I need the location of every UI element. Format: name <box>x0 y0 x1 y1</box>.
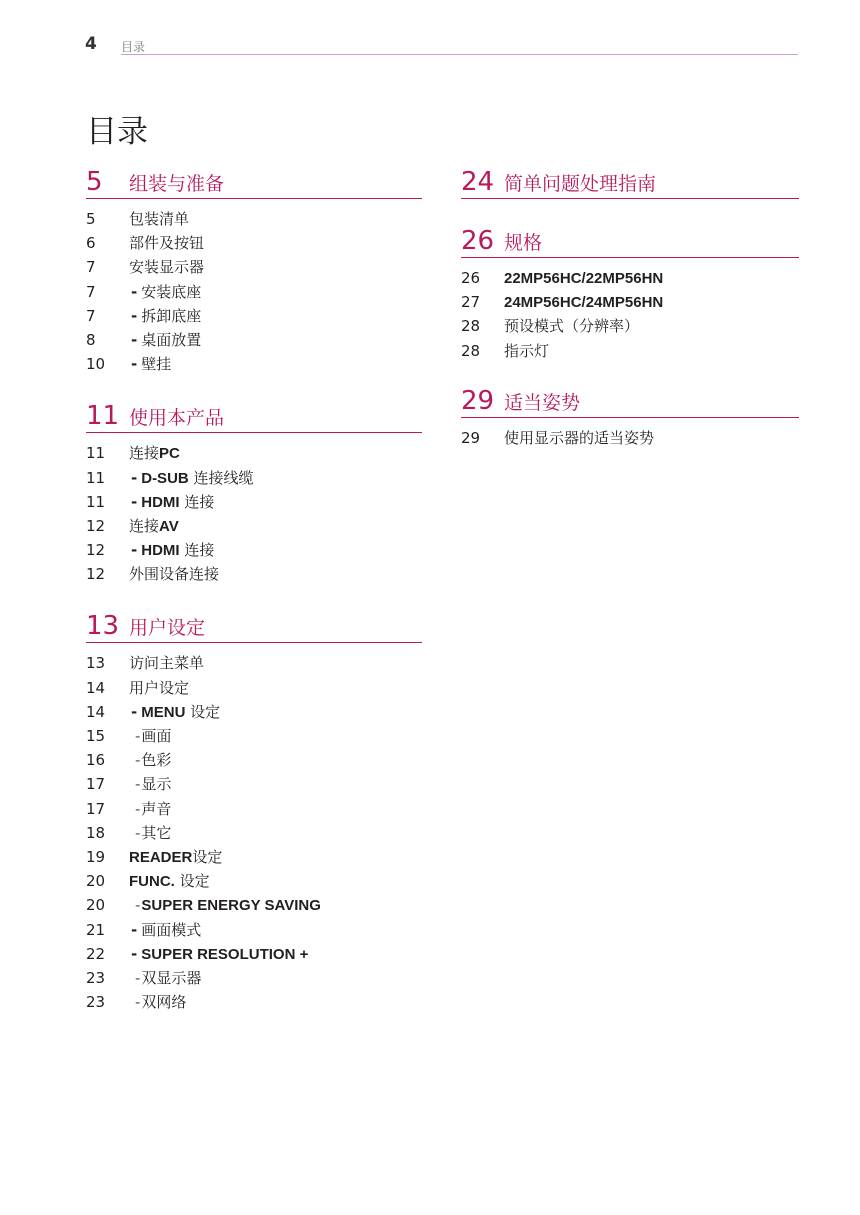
toc-entry-text <box>129 651 204 675</box>
toc-section-title: 用户设定 <box>129 617 206 640</box>
toc-section-header[interactable] <box>86 608 422 643</box>
toc-entry-text <box>129 821 171 845</box>
toc-entry[interactable] <box>86 845 422 869</box>
header-section-title: 目录 <box>121 40 146 54</box>
entry-label: 部件及按钮 <box>129 234 205 253</box>
toc-entry-list <box>86 433 422 586</box>
toc-entry-page: 20 <box>86 872 106 891</box>
toc-entry-text <box>504 290 663 315</box>
toc-entry-list <box>461 258 799 363</box>
toc-section-title: 简单问题处理指南 <box>504 173 657 195</box>
toc-entry[interactable] <box>461 339 799 363</box>
list-dash: - <box>131 282 138 301</box>
entry-label-bold: AV <box>159 517 179 535</box>
entry-label: 连接 <box>129 444 160 463</box>
toc-entry-text <box>129 538 214 563</box>
sub-list-dash: - <box>135 823 141 842</box>
toc-entry[interactable] <box>86 990 422 1014</box>
toc-section-page: 13 <box>86 611 120 642</box>
toc-entry-text <box>129 562 219 586</box>
entry-label-bold: PC <box>159 445 180 463</box>
toc-entry-page: 12 <box>86 565 106 584</box>
entry-label: 安装底座 <box>141 282 202 301</box>
entry-label: 双显示器 <box>141 968 202 987</box>
toc-entry[interactable] <box>461 426 799 450</box>
sub-list-dash: - <box>135 968 141 987</box>
toc-section-header[interactable] <box>86 164 422 199</box>
toc-section-page: 11 <box>86 401 120 432</box>
toc-entry-list <box>461 199 799 207</box>
list-dash: - <box>131 306 138 325</box>
toc-left-column <box>86 164 422 1036</box>
toc-entry-text <box>129 207 189 231</box>
toc-entry-page: 28 <box>461 317 481 336</box>
toc-entry[interactable] <box>86 821 422 845</box>
toc-entry-text <box>129 942 308 967</box>
entry-label-bold: SUPER ENERGY SAVING <box>141 897 321 915</box>
toc-section-title: 适当姿势 <box>504 391 581 414</box>
toc-entry-text <box>129 772 171 796</box>
toc-entry-page: 28 <box>461 341 481 360</box>
toc-entry[interactable] <box>86 942 422 966</box>
entry-label: 画面 <box>141 727 172 745</box>
toc-entry-page: 6 <box>86 234 96 253</box>
list-dash: - <box>131 702 138 721</box>
list-dash: - <box>131 944 138 963</box>
entry-label: 桌面放置 <box>141 330 202 349</box>
entry-label: 其它 <box>141 823 172 842</box>
toc-entry[interactable] <box>86 466 422 490</box>
entry-label: 外围设备连接 <box>129 565 220 584</box>
entry-label: 连接 <box>129 516 160 535</box>
toc-entry-page: 20 <box>86 896 106 915</box>
entry-label-bold: FUNC. <box>129 873 175 891</box>
toc-section-header[interactable] <box>461 383 799 418</box>
entry-label-suffix: 连接 <box>179 492 215 511</box>
toc-entry-text <box>129 893 321 918</box>
sub-list-dash: - <box>135 799 141 818</box>
toc-entry[interactable] <box>86 490 422 514</box>
toc-section-page: 29 <box>461 385 495 416</box>
toc-entry-text <box>129 466 254 491</box>
entry-label: 双网络 <box>141 993 187 1012</box>
toc-entry-list <box>461 418 799 450</box>
toc-entry[interactable] <box>86 538 422 562</box>
toc-entry[interactable] <box>86 772 422 796</box>
entry-label-suffix: 设定 <box>174 872 210 891</box>
toc-section <box>461 383 799 450</box>
list-dash: - <box>131 355 138 374</box>
toc-entry-page: 7 <box>86 258 96 277</box>
toc-entry[interactable] <box>86 207 422 231</box>
toc-entry-text <box>129 255 204 279</box>
toc-entry-page: 10 <box>86 355 106 374</box>
toc-entry-text <box>129 700 220 725</box>
entry-label: 画面模式 <box>141 920 202 939</box>
toc-entry-text <box>129 514 179 539</box>
toc-entry-text <box>129 441 180 466</box>
sub-list-dash: - <box>135 775 141 794</box>
entry-label: 壁挂 <box>141 355 172 374</box>
sub-list-dash: - <box>135 896 141 915</box>
toc-entry-page: 5 <box>86 210 96 228</box>
toc-entry-text <box>129 869 210 894</box>
toc-entry[interactable] <box>86 869 422 893</box>
entry-label: 访问主菜单 <box>129 654 205 673</box>
entry-label: 指示灯 <box>504 341 550 360</box>
toc-entry-text <box>129 280 201 304</box>
toc-entry[interactable] <box>86 280 422 304</box>
toc-entry[interactable] <box>86 797 422 821</box>
toc-entry-page: 19 <box>86 847 106 866</box>
toc-section-header[interactable] <box>461 164 799 199</box>
toc-entry-page: 29 <box>461 428 481 447</box>
toc-section-page: 5 <box>86 167 103 197</box>
toc-entry-page: 7 <box>86 282 96 301</box>
toc-entry-page: 17 <box>86 775 106 794</box>
toc-entry[interactable] <box>461 266 799 290</box>
toc-section <box>86 164 422 376</box>
toc-entry-text <box>504 426 654 450</box>
toc-section-header[interactable] <box>86 398 422 433</box>
toc-entry-page: 18 <box>86 823 106 842</box>
toc-entry-text <box>129 231 204 255</box>
list-dash: - <box>131 920 138 939</box>
sub-list-dash: - <box>135 727 141 745</box>
toc-entry-page: 11 <box>86 468 106 487</box>
toc-entry[interactable] <box>86 255 422 279</box>
toc-section <box>86 398 422 586</box>
page-number: 4 <box>85 34 97 54</box>
entry-label: 拆卸底座 <box>141 306 202 325</box>
toc-entry[interactable] <box>86 966 422 990</box>
toc-entry-text <box>504 339 549 363</box>
sub-list-dash: - <box>135 751 141 770</box>
entry-label: 安装显示器 <box>129 258 205 277</box>
toc-entry[interactable] <box>86 676 422 700</box>
toc-entry-text <box>129 845 222 870</box>
toc-entry-page: 22 <box>86 944 106 963</box>
toc-section <box>461 164 799 207</box>
toc-entry-text <box>129 966 201 990</box>
toc-section-title: 使用本产品 <box>129 407 225 430</box>
toc-entry-text <box>129 918 201 942</box>
toc-section-page: 24 <box>461 167 495 197</box>
entry-label: 使用显示器的适当姿势 <box>504 428 655 447</box>
page-header <box>85 32 798 56</box>
toc-entry[interactable] <box>86 748 422 772</box>
toc-entry-text <box>129 748 171 772</box>
list-dash: - <box>131 330 138 349</box>
entry-label-suffix: 设定 <box>192 847 223 866</box>
entry-label-bold: 22MP56HC/22MP56HN <box>504 270 664 287</box>
toc-section <box>461 223 799 363</box>
toc-entry[interactable] <box>86 724 422 748</box>
toc-entry-page: 11 <box>86 492 106 511</box>
toc-entry-text <box>129 490 214 515</box>
toc-entry-text <box>129 990 186 1014</box>
toc-entry[interactable] <box>86 352 422 376</box>
entry-label-bold: SUPER RESOLUTION + <box>141 945 309 963</box>
entry-label-bold: HDMI <box>141 493 180 511</box>
entry-label-bold: READER <box>129 848 193 866</box>
toc-entry[interactable] <box>86 441 422 465</box>
toc-entry-page: 23 <box>86 968 106 987</box>
toc-entry-text <box>129 676 189 700</box>
entry-label-bold: MENU <box>141 703 186 721</box>
toc-entry[interactable] <box>86 893 422 917</box>
toc-right-column <box>461 164 799 472</box>
toc-section <box>86 608 422 1014</box>
toc-entry-page: 26 <box>461 269 481 287</box>
toc-entry-text <box>504 266 663 291</box>
toc-entry-page: 21 <box>86 920 106 939</box>
toc-entry-page: 13 <box>86 654 106 673</box>
entry-label: 用户设定 <box>129 678 190 697</box>
toc-section-page: 26 <box>461 226 495 256</box>
toc-entry-text <box>129 304 201 328</box>
toc-entry-list <box>86 199 422 376</box>
toc-entry-page: 15 <box>86 727 106 745</box>
toc-entry-page: 7 <box>86 306 96 325</box>
entry-label: 声音 <box>141 799 172 818</box>
sub-list-dash: - <box>135 993 141 1012</box>
toc-entry[interactable] <box>86 514 422 538</box>
toc-entry-page: 14 <box>86 678 106 697</box>
toc-entry[interactable] <box>86 651 422 675</box>
page-title: 目录 <box>86 114 148 150</box>
toc-entry-page: 12 <box>86 541 106 560</box>
entry-label-bold: 24MP56HC/24MP56HN <box>504 294 664 312</box>
toc-section-title: 规格 <box>504 232 543 254</box>
toc-entry[interactable] <box>86 562 422 586</box>
toc-section-header[interactable] <box>461 223 799 258</box>
toc-entry-page: 8 <box>86 330 96 349</box>
entry-label: 预设模式（分辨率） <box>504 317 640 336</box>
entry-label-suffix: 连接线缆 <box>188 468 254 487</box>
entry-label-bold: D-SUB <box>141 469 189 487</box>
toc-entry-page: 14 <box>86 702 106 721</box>
list-dash: - <box>131 492 138 511</box>
entry-label: 显示 <box>141 775 172 794</box>
toc-entry-page: 27 <box>461 293 481 312</box>
toc-entry-page: 12 <box>86 516 106 535</box>
entry-label: 色彩 <box>141 751 172 770</box>
toc-entry[interactable] <box>461 290 799 314</box>
toc-entry-list <box>86 643 422 1014</box>
toc-entry-text <box>129 724 171 748</box>
toc-entry-page: 23 <box>86 993 106 1012</box>
entry-label-suffix: 连接 <box>179 541 215 560</box>
entry-label-bold: HDMI <box>141 542 180 560</box>
toc-entry-page: 11 <box>86 444 106 463</box>
toc-entry-text <box>129 797 171 821</box>
toc-entry[interactable] <box>461 314 799 338</box>
toc-entry[interactable] <box>86 328 422 352</box>
toc-entry[interactable] <box>86 304 422 328</box>
toc-entry-text <box>129 352 171 376</box>
toc-entry[interactable] <box>86 918 422 942</box>
toc-entry[interactable] <box>86 700 422 724</box>
entry-label-suffix: 设定 <box>185 702 221 721</box>
toc-entry[interactable] <box>86 231 422 255</box>
toc-entry-text <box>504 314 639 338</box>
toc-entry-text <box>129 328 201 352</box>
entry-label: 包装清单 <box>129 210 190 228</box>
toc-entry-page: 17 <box>86 799 106 818</box>
list-dash: - <box>131 541 138 560</box>
header-divider <box>121 54 798 55</box>
toc-section-title: 组装与准备 <box>129 173 225 195</box>
toc-entry-page: 16 <box>86 751 106 770</box>
list-dash: - <box>131 468 138 487</box>
